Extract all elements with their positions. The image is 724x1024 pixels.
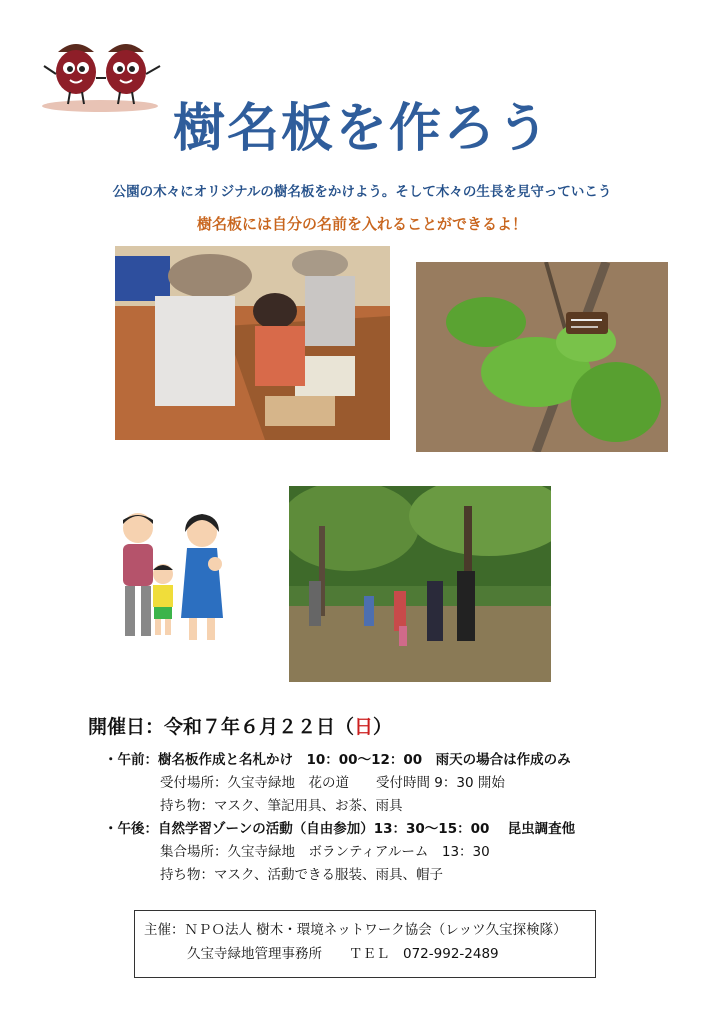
event-date-close: ） xyxy=(373,716,393,738)
page-title: 樹名板を作ろう xyxy=(172,99,551,159)
family-illustration xyxy=(105,508,235,648)
afternoon-items: 持ち物：マスク、活動できる服装、雨具、帽子 xyxy=(160,867,443,883)
intro-text: 公園の木々にオリジナルの樹名板をかけよう。そして木々の生長を見守っていこう xyxy=(112,184,612,200)
morning-items: 持ち物：マスク、筆記用具、お茶、雨具 xyxy=(160,798,403,814)
event-weekday: 日 xyxy=(354,716,374,738)
forest-activity-photo xyxy=(289,486,551,682)
afternoon-schedule: ・午後：自然学習ゾーンの活動（自由参加）13：30〜15：00 昆虫調査他 xyxy=(104,821,576,837)
workshop-photo xyxy=(115,246,390,440)
morning-place: 受付場所：久宝寺緑地 花の道 受付時間 9：30 開始 xyxy=(160,775,505,791)
event-date xyxy=(88,712,392,739)
event-date-label: 開催日：令和７年６月２２日（ xyxy=(88,716,355,738)
tree-nameplate-photo xyxy=(416,262,668,452)
organizer-contact: 久宝寺緑地管理事務所 ＴＥＬ 072-992-2489 xyxy=(187,946,499,962)
morning-schedule: ・午前：樹名板作成と名札かけ 10：00〜12：00 雨天の場合は作成のみ xyxy=(104,752,571,768)
organizer-name: 主催：ＮＰＯ法人 樹木・環境ネットワーク協会（レッツ久宝探検隊） xyxy=(144,922,567,938)
highlight-text: 樹名板には自分の名前を入れることができるよ！ xyxy=(196,215,527,233)
afternoon-place: 集合場所：久宝寺緑地 ボランティアルーム 13：30 xyxy=(160,844,490,860)
